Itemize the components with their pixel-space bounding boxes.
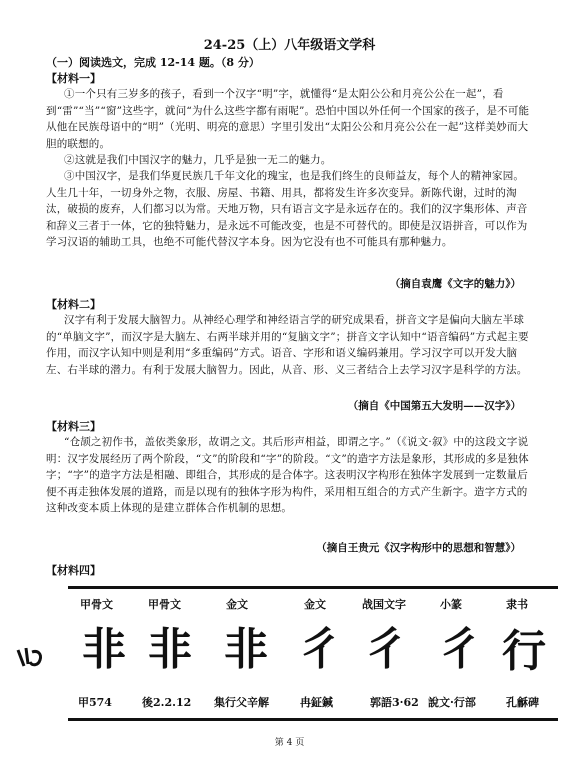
material2-paragraph-1: 汉字有利于发展大脑智力。从神经心理学和神经语言学的研究成果看，拼音文字是偏向大脑左半球的“单脑文字”，而汉字是大脑左、右两半球并用的“复脑文字”；拼音文字认知中“语音编码”方式起主要作用，而汉字认知中则是利用“多重编码”方式。语音、字形和语义编码兼用。学习汉字可以开发大脑左、右半球的潜力。有利于发展大脑智力。因此，从音、形、义三者结合上去学习汉字是科学的方法。 [46,314,529,376]
script-label-3: 金文 [226,598,248,611]
material3-paragraph-1: “仓颉之初作书，盖依类象形，故谓之文。其后形声相益，即谓之字。”（《说文·叙》中的这段文字说明：汉字发展经历了两个阶段，“文”的阶段和“字”的阶段。“文”的造字方法是象形，其形成的多是独体字；“字”的造字方法是相融、即组合，其形成的是合体字。这表明汉字构形在独体字发展到一定数量后便不再走独体发展的道路，而是以现有的独体字形为构件，采用相互组合的方式产生新字。造字方式的这种改变本质上体现的是建立群体合作机制的思想。 [46,436,529,514]
material3-source: （摘自王贵元《汉字构形中的思想和智慧》） [316,542,521,554]
clerical-glyph: 行 [502,626,546,677]
source-label-5: 郭語3·62 [370,696,419,709]
material3-label: 【材料三】 [46,420,101,433]
script-label-1: 甲骨文 [80,598,113,611]
material1-paragraph-2: ②这就是我们中国汉字的魅力，几乎是独一无二的魅力。 [64,154,332,166]
small-seal-glyph: 彳 [438,624,482,675]
page-number: 第 4 页 [274,738,305,748]
material1-paragraph-1: ①一个只有三岁多的孩子，看到一个汉字“明”字，就懂得“是太阳公公和月亮公公在一起”，看到“雷”“当”“窗”这些字，就问“为什么这些字都有雨呢”。恐怕中国以外任何一个国家的孩子，是不可能从他在民族母语中的“明”（光明、明亮的意思）字里引发出“太阳公公和月亮公公在一起”这样美妙而大胆的联想的。 [46,88,530,150]
oracle-glyph-2: 非 [148,624,192,675]
margin-ink-mark [14,642,48,672]
script-label-2: 甲骨文 [148,598,181,611]
script-label-5: 战国文字 [362,598,406,611]
oracle-glyph-1: 非 [82,624,126,675]
warring-states-glyph: 彳 [364,624,408,675]
source-label-6: 說文·行部 [428,696,476,709]
script-label-7: 隶书 [506,598,528,611]
source-label-7: 孔龢碑 [506,696,539,709]
material2-source: （摘自《中国第五大发明——汉字》） [347,400,521,412]
reading-instruction: （一）阅读选文，完成 12-14 题。（8 分） [46,56,260,69]
script-label-4: 金文 [304,598,326,611]
page-title: 24-25（上）八年级语文学科 [203,38,376,53]
figure-bottom-rule [68,718,558,721]
figure-top-rule [68,586,558,589]
bronze-glyph-1: 非 [224,624,268,675]
bronze-glyph-2: 彳 [298,624,342,675]
source-label-1: 甲574 [78,696,112,709]
source-label-3: 集行父辛解 [214,696,269,709]
material1-source: （摘自袁鹰《文字的魅力》） [389,278,521,290]
source-label-2: 後2.2.12 [142,696,192,709]
material4-label: 【材料四】 [46,564,101,577]
material1-label: 【材料一】 [46,72,101,85]
source-label-4: 冉鉦鍼 [300,696,333,709]
material1-paragraph-3: ③中国汉字，是我们华夏民族几千年文化的瑰宝，也是我们终生的良师益友，每个人的精神家园。人生几十年，一切身外之物，衣服、房屋、书籍、用具，都将发生许多次变异。新陈代谢，过时的淘汰，破损的废弃，人们都习以为常。天地万物，只有语言文字是永远存在的。我们的汉字集形体、声音和辞义三者于一体，它的独特魅力，是永远不可能改变，也是不可替代的。即使是汉语拼音，可以作为学习汉语的辅助工具，也绝不可能代替汉字本身。因为它没有也不可能具有那种魅力。 [46,170,528,248]
script-label-6: 小篆 [440,598,462,611]
material2-label: 【材料二】 [46,298,101,311]
